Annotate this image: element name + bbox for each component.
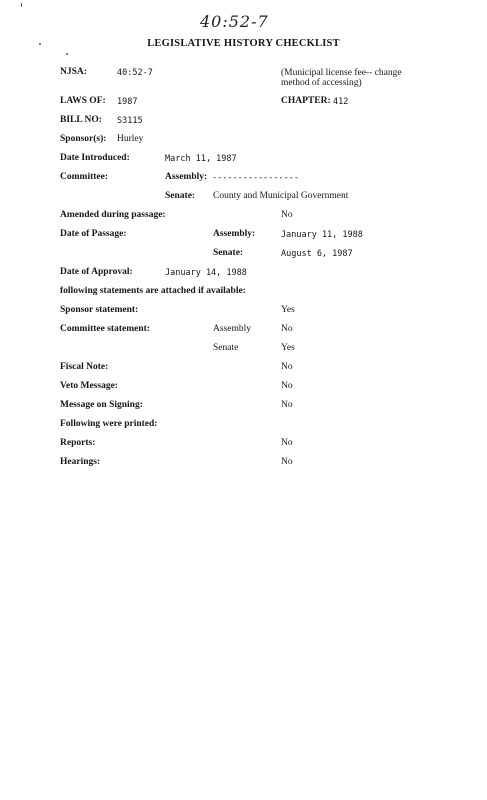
amended-value: No [281, 210, 293, 220]
laws-of-label: LAWS OF: [60, 96, 106, 106]
chapter-label: CHAPTER: [281, 96, 331, 106]
laws-of-value: 1987 [117, 97, 138, 107]
date-of-passage-label: Date of Passage: [60, 229, 127, 239]
sponsor-label: Sponsor(s): [60, 134, 107, 144]
committee-statement-senate-label: Senate [213, 343, 239, 353]
chapter-value: 412 [333, 97, 349, 107]
committee-statement-assembly-value: No [281, 324, 293, 334]
committee-label: Committee: [60, 172, 109, 182]
committee-assembly-value: ----------------- [212, 173, 299, 183]
message-on-signing-value: No [281, 400, 293, 410]
fiscal-note-label: Fiscal Note: [60, 362, 109, 372]
committee-statement-assembly-label: Assembly [213, 324, 251, 334]
date-introduced-value: March 11, 1987 [165, 154, 237, 164]
njsa-label: NJSA: [60, 67, 87, 77]
reports-value: No [281, 438, 293, 448]
hearings-value: No [281, 457, 293, 467]
veto-message-label: Veto Message: [60, 381, 118, 391]
fiscal-note-value: No [281, 362, 293, 372]
sponsor-value: Hurley [117, 134, 144, 144]
njsa-value: 40:52-7 [117, 68, 153, 78]
committee-assembly-label: Assembly: [165, 172, 208, 182]
bill-description: (Municipal license fee-- change method of accessing) [281, 68, 402, 88]
reports-label: Reports: [60, 438, 96, 448]
scan-speck [21, 3, 22, 7]
passage-assembly-label: Assembly: [213, 229, 256, 239]
date-introduced-label: Date Introduced: [60, 153, 130, 163]
passage-assembly-value: January 11, 1988 [281, 230, 363, 240]
statements-heading: following statements are attached if available: [60, 286, 246, 296]
scan-speck [66, 53, 68, 55]
page-title: LEGISLATIVE HISTORY CHECKLIST [147, 38, 340, 49]
committee-statement-senate-value: Yes [281, 343, 295, 353]
committee-senate-label: Senate: [165, 191, 196, 201]
printed-heading: Following were printed: [60, 419, 158, 429]
date-of-approval-label: Date of Approval: [60, 267, 133, 277]
bill-no-value: S3115 [117, 116, 143, 126]
committee-statement-label: Committee statement: [60, 324, 150, 334]
committee-senate-value: County and Municipal Government [213, 191, 349, 201]
message-on-signing-label: Message on Signing: [60, 400, 143, 410]
veto-message-value: No [281, 381, 293, 391]
date-of-approval-value: January 14, 1988 [165, 268, 247, 278]
bill-no-label: BILL NO: [60, 115, 102, 125]
sponsor-statement-label: Sponsor statement: [60, 305, 139, 315]
scan-speck [39, 43, 41, 45]
hearings-label: Hearings: [60, 457, 101, 467]
amended-label: Amended during passage: [60, 210, 166, 220]
passage-senate-label: Senate: [213, 248, 244, 258]
passage-senate-value: August 6, 1987 [281, 249, 353, 259]
handwritten-statute-number: 40:52-7 [200, 12, 269, 31]
sponsor-statement-value: Yes [281, 305, 295, 315]
